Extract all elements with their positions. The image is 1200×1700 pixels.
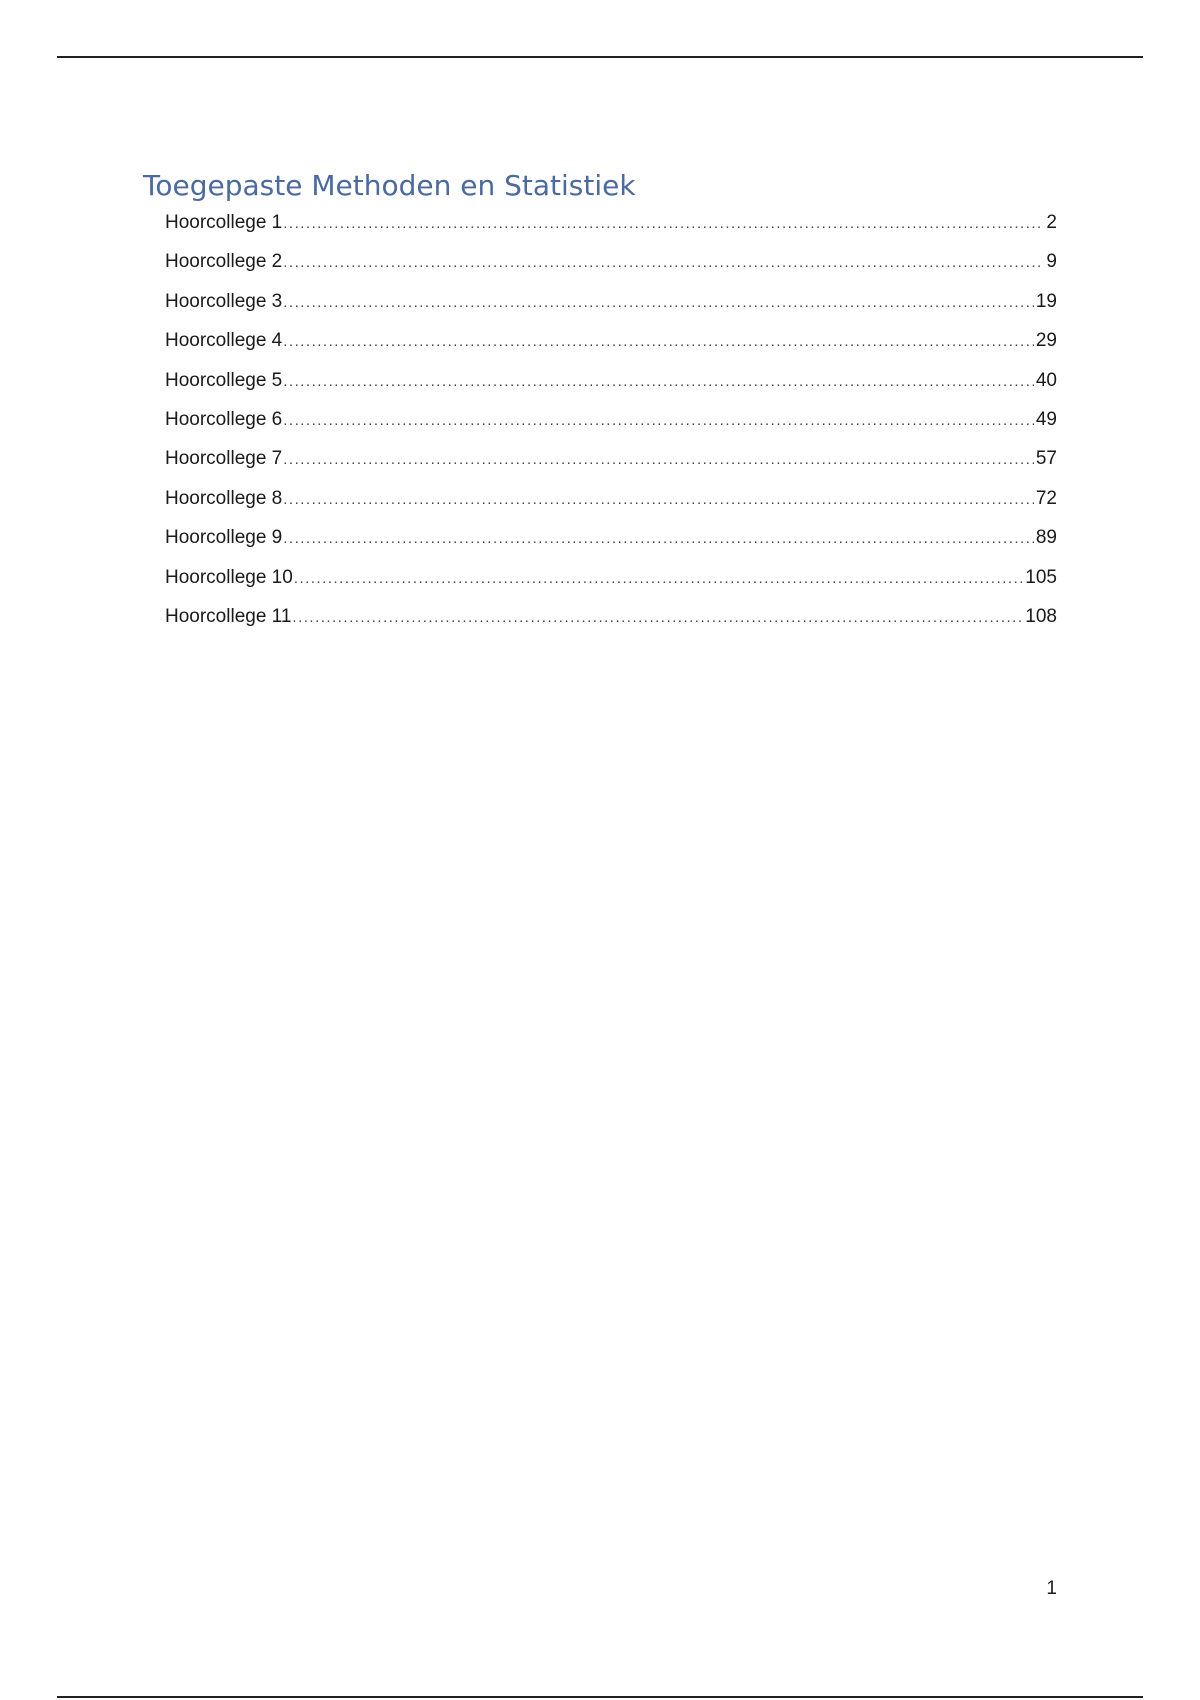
toc-entry[interactable] (165, 366, 1057, 405)
toc-entry-page: 89 (1035, 527, 1057, 549)
toc-entry[interactable] (165, 602, 1057, 641)
toc-entry-label: Hoorcollege 1 (165, 212, 283, 233)
toc-entry-label: Hoorcollege 4 (165, 330, 283, 352)
toc-leader-dots (292, 603, 1023, 633)
toc-leader-dots (283, 209, 1044, 239)
toc-entry-page: 57 (1035, 448, 1057, 470)
toc-entry-page: 19 (1035, 290, 1057, 312)
toc-entry-label: Hoorcollege 3 (165, 290, 283, 312)
toc-entry[interactable] (165, 326, 1057, 365)
toc-entry-label: Hoorcollege 2 (165, 251, 283, 273)
toc-entry-page: 108 (1025, 605, 1057, 627)
toc-entry-label: Hoorcollege 7 (165, 448, 283, 470)
table-of-contents (165, 208, 1057, 641)
toc-entry[interactable] (165, 523, 1057, 562)
toc-entry-page: 9 (1046, 251, 1057, 273)
toc-leader-dots (283, 445, 1034, 475)
toc-entry[interactable] (165, 444, 1057, 483)
footer-rule (57, 1696, 1143, 1698)
toc-entry-page: 2 (1046, 212, 1057, 233)
toc-entry[interactable] (165, 563, 1057, 602)
toc-leader-dots (283, 367, 1034, 397)
header-rule (57, 56, 1143, 58)
toc-leader-dots (283, 248, 1044, 278)
toc-leader-dots (283, 524, 1034, 554)
toc-leader-dots (283, 485, 1034, 515)
toc-entry[interactable] (165, 484, 1057, 523)
toc-leader-dots (283, 327, 1034, 357)
document-title: Toegepaste Methoden en Statistiek (143, 169, 636, 202)
toc-entry[interactable] (165, 287, 1057, 326)
toc-entry[interactable] (165, 247, 1057, 286)
toc-entry-label: Hoorcollege 8 (165, 487, 283, 509)
toc-entry-page: 40 (1035, 369, 1057, 391)
toc-entry-label: Hoorcollege 9 (165, 527, 283, 549)
toc-entry[interactable] (165, 208, 1057, 247)
toc-leader-dots (283, 406, 1034, 436)
toc-entry-page: 105 (1025, 566, 1057, 588)
toc-entry-label: Hoorcollege 6 (165, 408, 283, 430)
toc-leader-dots (294, 564, 1023, 594)
toc-entry-label: Hoorcollege 5 (165, 369, 283, 391)
toc-entry-page: 72 (1035, 487, 1057, 509)
toc-entry-label: Hoorcollege 10 (165, 566, 293, 588)
page-number: 1 (1046, 1578, 1057, 1599)
toc-leader-dots (283, 288, 1034, 318)
toc-entry[interactable] (165, 405, 1057, 444)
toc-entry-page: 29 (1035, 330, 1057, 352)
toc-entry-label: Hoorcollege 11 (165, 605, 292, 627)
toc-entry-page: 49 (1035, 408, 1057, 430)
